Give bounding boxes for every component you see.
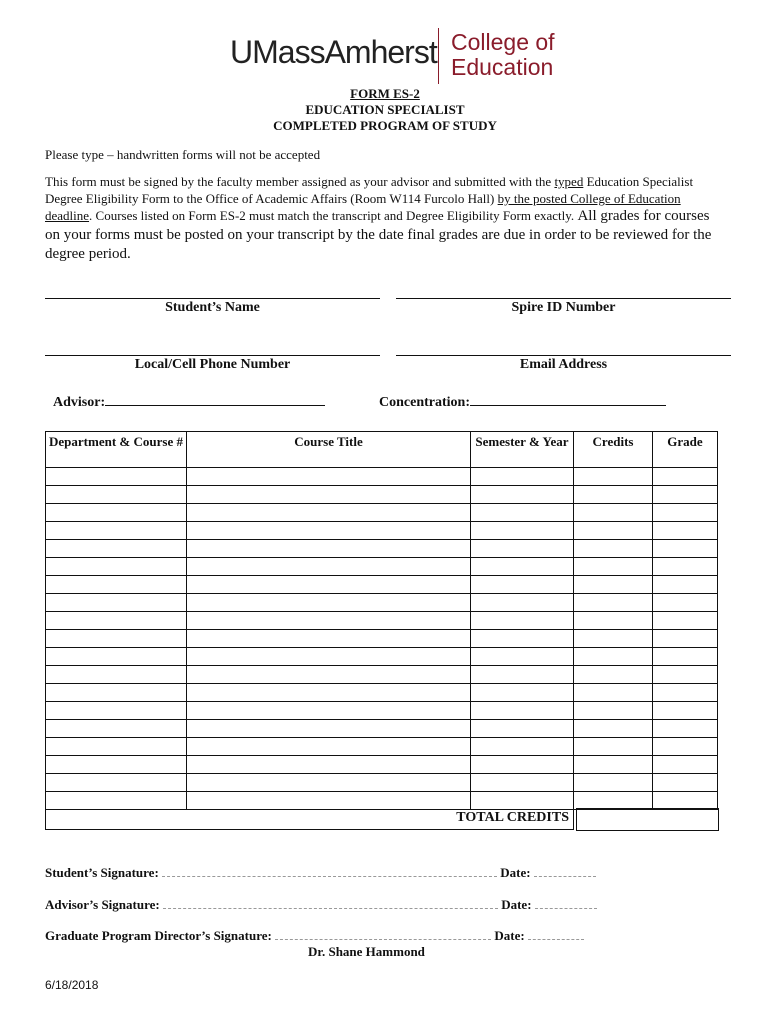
course-title-cell[interactable] <box>187 486 471 504</box>
header-grade: Grade <box>653 432 718 468</box>
table-row <box>46 468 718 486</box>
typed-emphasis: typed <box>554 174 584 189</box>
dept-course-cell[interactable] <box>46 666 187 684</box>
credits-cell[interactable] <box>574 486 653 504</box>
concentration-label: Concentration: <box>379 395 470 410</box>
table-row <box>46 486 718 504</box>
grade-cell[interactable] <box>653 558 718 576</box>
phone-line[interactable] <box>45 355 380 356</box>
credits-cell[interactable] <box>574 684 653 702</box>
semester-year-cell[interactable] <box>471 756 574 774</box>
student-date-line[interactable] <box>534 865 596 877</box>
advisor-input-line[interactable] <box>105 393 325 406</box>
director-signature-line[interactable] <box>275 928 491 940</box>
semester-year-cell[interactable] <box>471 576 574 594</box>
course-title-cell[interactable] <box>187 504 471 522</box>
grade-cell[interactable] <box>653 594 718 612</box>
advisor-label: Advisor: <box>53 395 106 410</box>
header-credits: Credits <box>574 432 653 468</box>
credits-cell[interactable] <box>574 792 653 810</box>
table-row <box>46 576 718 594</box>
grade-cell[interactable] <box>653 720 718 738</box>
course-title-cell[interactable] <box>187 468 471 486</box>
header-course-title: Course Title <box>187 432 471 468</box>
course-title-cell[interactable] <box>187 630 471 648</box>
umass-amherst-logo: UMassAmherst <box>230 34 437 70</box>
credits-cell[interactable] <box>574 558 653 576</box>
grade-cell[interactable] <box>653 630 718 648</box>
table-row <box>46 720 718 738</box>
student-name-label: Student’s Name <box>165 300 260 315</box>
table-row <box>46 756 718 774</box>
credits-cell[interactable] <box>574 774 653 792</box>
total-credits-label-cell <box>45 808 574 830</box>
semester-year-cell[interactable] <box>471 612 574 630</box>
table-row <box>46 630 718 648</box>
dept-course-cell[interactable] <box>46 720 187 738</box>
instructions-paragraph <box>45 173 725 264</box>
student-signature-label: Student’s Signature: <box>45 865 159 880</box>
credits-cell[interactable] <box>574 522 653 540</box>
grade-cell[interactable] <box>653 684 718 702</box>
revision-date: 6/18/2018 <box>45 978 99 992</box>
table-row <box>46 648 718 666</box>
deadline-emphasis: by the posted College of Education deadline <box>45 191 681 223</box>
credits-cell[interactable] <box>574 666 653 684</box>
director-date-line[interactable] <box>528 928 584 940</box>
director-signature-label: Graduate Program Director’s Signature: <box>45 928 272 943</box>
advisor-date-label: Date: <box>501 897 532 912</box>
title-line-1: EDUCATION SPECIALIST <box>305 102 465 117</box>
table-row <box>46 792 718 810</box>
advisor-signature-row <box>45 897 597 913</box>
semester-year-cell[interactable] <box>471 540 574 558</box>
semester-year-cell[interactable] <box>471 630 574 648</box>
grade-cell[interactable] <box>653 540 718 558</box>
table-header-row <box>46 432 718 468</box>
semester-year-cell[interactable] <box>471 468 574 486</box>
semester-year-cell[interactable] <box>471 702 574 720</box>
semester-year-cell[interactable] <box>471 738 574 756</box>
logo-divider <box>438 28 439 84</box>
dept-course-cell[interactable] <box>46 756 187 774</box>
table-row <box>46 504 718 522</box>
credits-cell[interactable] <box>574 702 653 720</box>
student-signature-row <box>45 865 596 881</box>
semester-year-cell[interactable] <box>471 648 574 666</box>
grade-cell[interactable] <box>653 504 718 522</box>
dept-course-cell[interactable] <box>46 576 187 594</box>
dept-course-cell[interactable] <box>46 468 187 486</box>
semester-year-cell[interactable] <box>471 486 574 504</box>
instructions-part-a: This form must be signed by the faculty member assigned as your advisor and submitted with the <box>45 174 555 189</box>
course-table <box>45 431 718 810</box>
course-title-cell[interactable] <box>187 756 471 774</box>
director-name: Dr. Shane Hammond <box>308 944 425 959</box>
college-of-education-logo <box>451 30 555 80</box>
grade-cell[interactable] <box>653 612 718 630</box>
advisor-signature-label: Advisor’s Signature: <box>45 897 160 912</box>
course-rows <box>46 468 718 810</box>
table-row <box>46 522 718 540</box>
semester-year-cell[interactable] <box>471 774 574 792</box>
credits-cell[interactable] <box>574 594 653 612</box>
dept-course-cell[interactable] <box>46 738 187 756</box>
logo-line-2: Education <box>451 54 554 80</box>
form-number: FORM ES-2 <box>350 86 420 101</box>
director-signature-row <box>45 928 584 944</box>
semester-year-cell[interactable] <box>471 504 574 522</box>
course-title-cell[interactable] <box>187 684 471 702</box>
total-credits-value-cell[interactable] <box>576 808 719 831</box>
grade-cell[interactable] <box>653 468 718 486</box>
student-name-line[interactable] <box>45 298 380 299</box>
email-line[interactable] <box>396 355 731 356</box>
table-row <box>46 540 718 558</box>
course-title-cell[interactable] <box>187 576 471 594</box>
total-credits-label: TOTAL CREDITS <box>456 810 569 825</box>
course-title-cell[interactable] <box>187 648 471 666</box>
dept-course-cell[interactable] <box>46 504 187 522</box>
dept-course-cell[interactable] <box>46 630 187 648</box>
dept-course-cell[interactable] <box>46 558 187 576</box>
course-title-cell[interactable] <box>187 612 471 630</box>
typed-notice: Please type – handwritten forms will not be accepted <box>45 147 321 162</box>
credits-cell[interactable] <box>574 738 653 756</box>
header-semester-year: Semester & Year <box>471 432 574 468</box>
course-title-cell[interactable] <box>187 522 471 540</box>
course-title-cell[interactable] <box>187 594 471 612</box>
semester-year-cell[interactable] <box>471 594 574 612</box>
table-row <box>46 738 718 756</box>
course-title-cell[interactable] <box>187 702 471 720</box>
course-title-cell[interactable] <box>187 738 471 756</box>
grade-cell[interactable] <box>653 666 718 684</box>
grade-cell[interactable] <box>653 792 718 810</box>
header-dept-course: Department & Course # <box>46 432 187 468</box>
table-row <box>46 594 718 612</box>
credits-cell[interactable] <box>574 630 653 648</box>
grade-cell[interactable] <box>653 702 718 720</box>
student-date-label: Date: <box>500 865 531 880</box>
concentration-input-line[interactable] <box>470 393 666 406</box>
dept-course-cell[interactable] <box>46 612 187 630</box>
table-row <box>46 702 718 720</box>
spire-id-line[interactable] <box>396 298 731 299</box>
semester-year-cell[interactable] <box>471 558 574 576</box>
dept-course-cell[interactable] <box>46 702 187 720</box>
table-row <box>46 612 718 630</box>
grade-cell[interactable] <box>653 774 718 792</box>
instructions-part-c: . Courses listed on Form ES-2 must match the transcript and Degree Eligibility Form exactly. <box>89 208 578 223</box>
course-title-cell[interactable] <box>187 792 471 810</box>
table-row <box>46 684 718 702</box>
advisor-date-line[interactable] <box>535 897 597 909</box>
email-label: Email Address <box>519 357 608 372</box>
logo-line-1: College of <box>451 29 555 55</box>
credits-cell[interactable] <box>574 756 653 774</box>
semester-year-cell[interactable] <box>471 684 574 702</box>
table-row <box>46 666 718 684</box>
instructions-part-d: All grades for courses on your forms must be posted on your transcript by the date final grades are due in order to be reviewed for the degree period. <box>45 208 712 262</box>
grade-cell[interactable] <box>653 576 718 594</box>
advisor-field <box>53 393 325 411</box>
credits-cell[interactable] <box>574 540 653 558</box>
phone-label: Local/Cell Phone Number <box>134 357 291 372</box>
semester-year-cell[interactable] <box>471 522 574 540</box>
table-row <box>46 774 718 792</box>
credits-cell[interactable] <box>574 612 653 630</box>
spire-id-label: Spire ID Number <box>511 300 616 315</box>
concentration-field <box>379 393 666 411</box>
total-credits-row <box>45 808 719 830</box>
form-title <box>0 86 770 134</box>
advisor-signature-line[interactable] <box>163 897 498 909</box>
student-signature-line[interactable] <box>162 865 497 877</box>
dept-course-cell[interactable] <box>46 486 187 504</box>
semester-year-cell[interactable] <box>471 666 574 684</box>
course-title-cell[interactable] <box>187 774 471 792</box>
course-title-cell[interactable] <box>187 720 471 738</box>
grade-cell[interactable] <box>653 738 718 756</box>
credits-cell[interactable] <box>574 504 653 522</box>
course-title-cell[interactable] <box>187 540 471 558</box>
grade-cell[interactable] <box>653 486 718 504</box>
director-date-label: Date: <box>494 928 525 943</box>
title-line-2: COMPLETED PROGRAM OF STUDY <box>273 118 497 133</box>
grade-cell[interactable] <box>653 648 718 666</box>
dept-course-cell[interactable] <box>46 522 187 540</box>
grade-cell[interactable] <box>653 522 718 540</box>
dept-course-cell[interactable] <box>46 792 187 810</box>
dept-course-cell[interactable] <box>46 684 187 702</box>
credits-cell[interactable] <box>574 468 653 486</box>
dept-course-cell[interactable] <box>46 540 187 558</box>
grade-cell[interactable] <box>653 756 718 774</box>
credits-cell[interactable] <box>574 576 653 594</box>
instructions-part-b: Education Specialist Degree Eligibility Form to the Office of Academic Affairs (Room W114 Furcolo Hall) <box>45 174 694 206</box>
dept-course-cell[interactable] <box>46 594 187 612</box>
semester-year-cell[interactable] <box>471 720 574 738</box>
course-title-cell[interactable] <box>187 666 471 684</box>
semester-year-cell[interactable] <box>471 792 574 810</box>
course-title-cell[interactable] <box>187 558 471 576</box>
dept-course-cell[interactable] <box>46 774 187 792</box>
dept-course-cell[interactable] <box>46 648 187 666</box>
table-row <box>46 558 718 576</box>
credits-cell[interactable] <box>574 648 653 666</box>
credits-cell[interactable] <box>574 720 653 738</box>
